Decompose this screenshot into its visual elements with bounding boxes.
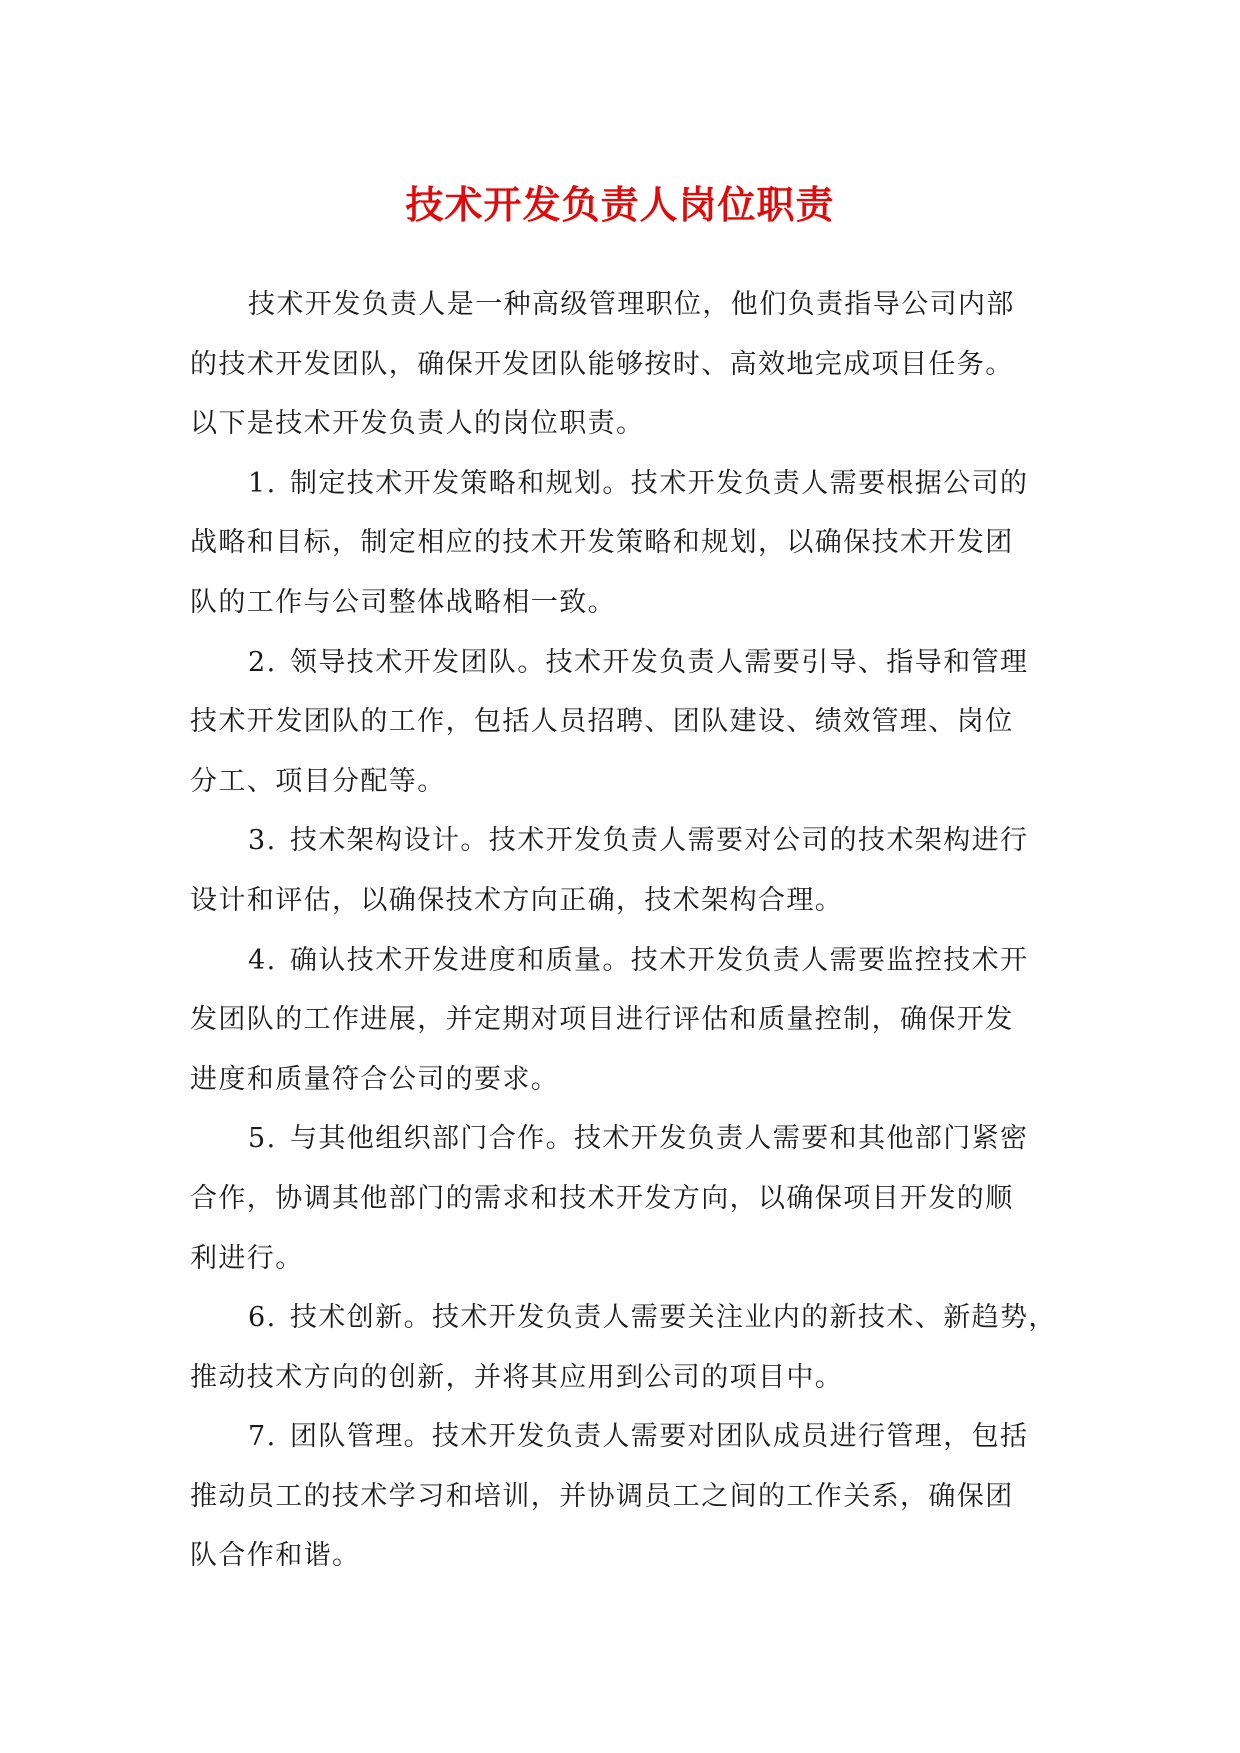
paragraph-line: 以下是技术开发负责人的岗位职责。 (190, 408, 645, 440)
paragraph-line (190, 633, 1060, 693)
item-text: 团队管理。技术开发负责人需要对团队成员进行管理，包括 (290, 1421, 1029, 1453)
paragraph-line (190, 1109, 1060, 1169)
paragraph-line: 技术开发负责人是一种高级管理职位，他们负责指导公司内部 (248, 289, 1015, 320)
duty-item-6 (190, 1288, 1060, 1407)
paragraph-line: 分工、项目分配等。 (190, 765, 446, 797)
item-text: 制定技术开发策略和规划。技术开发负责人需要根据公司的 (290, 467, 1029, 499)
paragraph-line: 利进行。 (190, 1242, 304, 1274)
paragraph-line: 战略和目标，制定相应的技术开发策略和规划，以确保技术开发团 (190, 527, 1014, 559)
paragraph-line (190, 1407, 1060, 1467)
intro-paragraph (190, 275, 1060, 454)
item-text: 技术创新。技术开发负责人需要关注业内的新技术、新趋势， (290, 1302, 1057, 1334)
document-title: 技术开发负责人岗位职责 (405, 183, 835, 227)
item-number: 4. (248, 944, 277, 976)
paragraph-line: 技术开发团队的工作，包括人员招聘、团队建设、绩效管理、岗位 (190, 706, 1014, 738)
item-number: 5. (248, 1123, 277, 1155)
item-text: 领导技术开发团队。技术开发负责人需要引导、指导和管理 (290, 646, 1029, 678)
item-number: 1. (248, 467, 277, 499)
paragraph-line (190, 931, 1060, 991)
duty-item-1 (190, 454, 1060, 633)
duty-item-5 (190, 1109, 1060, 1288)
paragraph-line: 队合作和谐。 (190, 1540, 361, 1572)
item-number: 7. (248, 1421, 277, 1453)
duty-item-3 (190, 811, 1060, 930)
item-text: 与其他组织部门合作。技术开发负责人需要和其他部门紧密 (290, 1123, 1029, 1155)
item-number: 6. (248, 1302, 277, 1334)
paragraph-line: 的技术开发团队，确保开发团队能够按时、高效地完成项目任务。 (190, 348, 1014, 380)
document-body (190, 275, 1060, 1586)
paragraph-line: 推动员工的技术学习和培训，并协调员工之间的工作关系，确保团 (190, 1480, 1014, 1512)
duty-item-7 (190, 1407, 1060, 1586)
paragraph-line (190, 811, 1060, 871)
paragraph-line: 队的工作与公司整体战略相一致。 (190, 586, 616, 618)
item-text: 技术架构设计。技术开发负责人需要对公司的技术架构进行 (290, 825, 1029, 857)
paragraph-line: 设计和评估，以确保技术方向正确，技术架构合理。 (190, 884, 844, 916)
item-number: 3. (248, 825, 277, 857)
paragraph-line: 进度和质量符合公司的要求。 (190, 1063, 560, 1095)
duty-item-4 (190, 931, 1060, 1110)
paragraph-line (190, 454, 1060, 514)
paragraph-line: 合作，协调其他部门的需求和技术开发方向，以确保项目开发的顺 (190, 1182, 1014, 1214)
paragraph-line: 推动技术方向的创新，并将其应用到公司的项目中。 (190, 1361, 844, 1393)
item-number: 2. (248, 646, 277, 678)
paragraph-line: 发团队的工作进展，并定期对项目进行评估和质量控制，确保开发 (190, 1004, 1014, 1036)
paragraph-line (190, 1288, 1060, 1348)
item-text: 确认技术开发进度和质量。技术开发负责人需要监控技术开 (290, 944, 1029, 976)
duty-item-2 (190, 633, 1060, 812)
